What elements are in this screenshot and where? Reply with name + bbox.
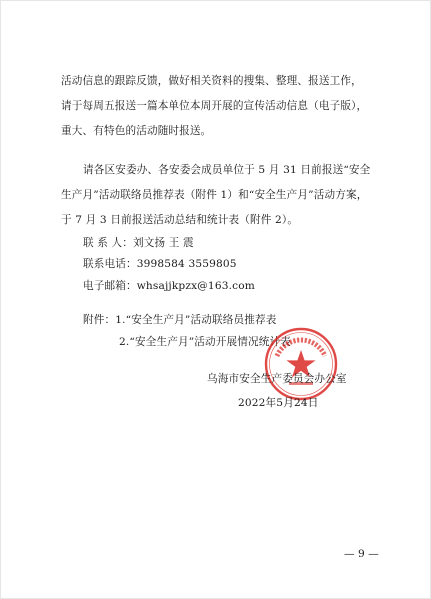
paragraph2-line2: 生产月”活动联络员推荐表（附件 1）和“安全生产月”活动方案， [61, 189, 368, 201]
paragraph2-line1: 请各区安委办、各安委会成员单位于 5 月 31 日前报送“安全 [83, 164, 371, 176]
contact-email: 电子邮箱：whsajjkpzx@163.com [83, 280, 255, 292]
paragraph1-line2: 请于每周五报送一篇本单位本周开展的宣传活动信息（电子版）， [61, 100, 368, 112]
issuer-name: 乌海市安全生产委员会办公室 [207, 373, 347, 385]
official-seal [263, 326, 339, 402]
contact-phone: 联系电话：3998584 3559805 [83, 258, 237, 270]
paragraph1-line3: 重大、有特色的活动随时报送。 [61, 125, 212, 137]
attachment-2: 2.“安全生产月”活动开展情况统计表 [119, 336, 291, 348]
contact-person: 联 系 人：刘文扬 王 震 [83, 237, 194, 249]
paragraph1-line1: 活动信息的跟踪反馈，做好相关资料的搜集、整理、报送工作， [61, 75, 362, 87]
attachment-1: 附件：1.“安全生产月”活动联络员推荐表 [83, 314, 277, 326]
page-number: — 9 — [344, 548, 379, 560]
paragraph2-line3: 于 7 月 3 日前报送活动总结和统计表（附件 2）。 [61, 214, 299, 226]
issue-date: 2022年5月24日 [238, 397, 319, 409]
